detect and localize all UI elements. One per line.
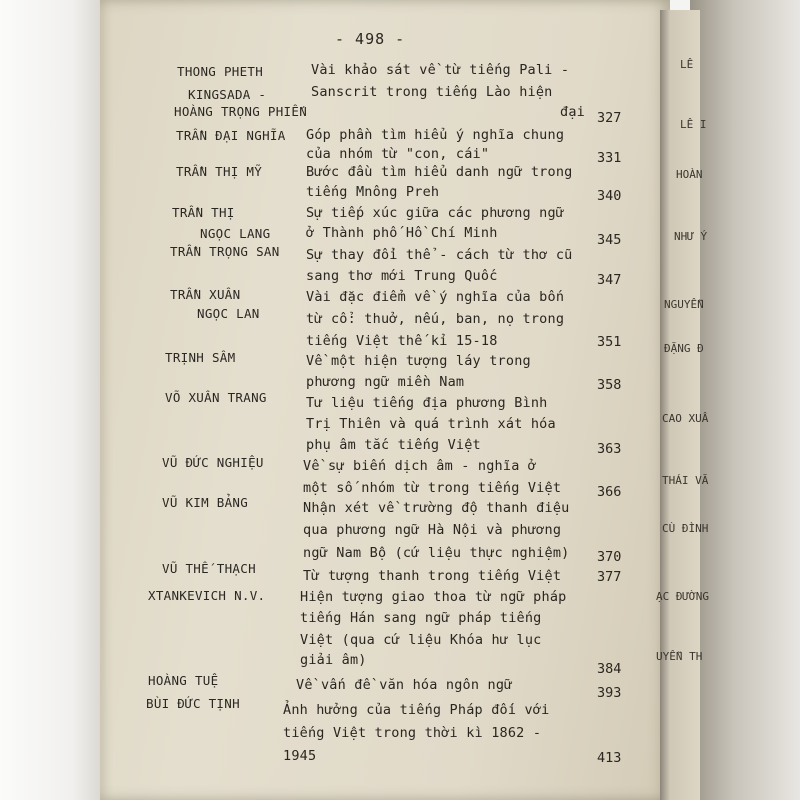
photo-background-right bbox=[690, 0, 800, 800]
entry-author: VÕ XUÂN TRANG bbox=[165, 390, 267, 405]
next-page-edge-text: NHƯ Ý bbox=[674, 230, 708, 243]
entry-author: VŨ KIM BẢNG bbox=[162, 495, 249, 510]
entry-page-number: 370 bbox=[597, 549, 622, 565]
entry-title: tiếng Việt trong thời kì 1862 - bbox=[283, 725, 542, 741]
next-page-edge-text: LÊ bbox=[680, 58, 694, 71]
next-page-edge-text: NGUYỄN bbox=[664, 298, 704, 311]
entry-author: TRẦN TRỌNG SAN bbox=[170, 244, 280, 259]
entry-title: Sự thay đổi thể - cách từ thơ cũ bbox=[306, 247, 573, 263]
entry-title: Tư liệu tiếng địa phương Bình bbox=[306, 395, 548, 411]
entry-page-number: 345 bbox=[597, 232, 622, 248]
entry-page-number: 363 bbox=[597, 441, 622, 457]
entry-title: Hiện tượng giao thoa từ ngữ pháp bbox=[300, 589, 567, 605]
entry-title: sang thơ mới Trung Quốc bbox=[306, 268, 498, 284]
entry-page-number: 340 bbox=[597, 188, 622, 204]
entry-title: Sanscrit trong tiếng Lào hiện bbox=[311, 84, 553, 100]
entry-title: tiếng Mnông Preh bbox=[306, 184, 440, 200]
next-page-edge-text: UYỄN TH bbox=[656, 650, 703, 663]
photo-background-left bbox=[0, 0, 104, 800]
entry-page-number: 331 bbox=[597, 150, 622, 166]
entry-author: TRẦN THỊ bbox=[172, 205, 235, 220]
entry-title: Ảnh hưởng của tiếng Pháp đối với bbox=[283, 702, 550, 718]
entry-page-number: 393 bbox=[597, 685, 622, 701]
entry-title: tiếng Việt thế kỉ 15-18 bbox=[306, 333, 498, 349]
entry-author: HOÀNG TRỌNG PHIẾN bbox=[174, 104, 308, 119]
entry-page-number: 366 bbox=[597, 484, 622, 500]
entry-page-number: 377 bbox=[597, 569, 622, 585]
entry-title: Trị Thiên và quá trình xát hóa bbox=[306, 416, 556, 432]
entry-title: phương ngữ miền Nam bbox=[306, 374, 465, 390]
entry-author: THONG PHETH bbox=[177, 64, 264, 79]
entry-page-number: 358 bbox=[597, 377, 622, 393]
entry-title: một số nhóm từ trong tiếng Việt bbox=[303, 480, 562, 496]
entry-author: TRẦN XUÂN bbox=[170, 287, 241, 302]
entry-title: qua phương ngữ Hà Nội và phương bbox=[303, 522, 562, 538]
entry-author: BÙI ĐỨC TỊNH bbox=[146, 696, 240, 711]
entry-author: VŨ ĐỨC NGHIỆU bbox=[162, 455, 264, 470]
entry-title: giải âm) bbox=[300, 652, 367, 668]
entry-author: HOÀNG TUỆ bbox=[148, 673, 219, 688]
entry-title: Vài đặc điểm về ý nghĩa của bốn bbox=[306, 289, 565, 305]
next-page-edge-text: ĐẶNG Đ bbox=[664, 342, 704, 355]
entry-title: Sự tiếp xúc giữa các phương ngữ bbox=[306, 205, 565, 221]
entry-page-number: 347 bbox=[597, 272, 622, 288]
entry-title: từ cổ: thuở, nếu, ban, nọ trong bbox=[306, 311, 565, 327]
entry-title: Về một hiện tượng láy trong bbox=[306, 353, 531, 369]
entry-title: phụ âm tắc tiếng Việt bbox=[306, 437, 481, 453]
entry-author: NGỌC LAN bbox=[197, 306, 260, 321]
entry-title: ở Thành phố Hồ Chí Minh bbox=[306, 225, 498, 241]
entry-author: XTANKEVICH N.V. bbox=[148, 588, 266, 603]
entry-title: tiếng Hán sang ngữ pháp tiếng bbox=[300, 610, 542, 626]
entry-title: Từ tượng thanh trong tiếng Việt bbox=[303, 568, 562, 584]
page-number: - 498 - bbox=[335, 30, 406, 48]
entry-page-number: 413 bbox=[597, 750, 622, 766]
entry-author: TRỊNH SÂM bbox=[165, 350, 236, 365]
entry-page-number: 384 bbox=[597, 661, 622, 677]
next-page-edge-text: ẠC ĐƯỜNG bbox=[656, 590, 709, 603]
entry-title: của nhóm từ "con, cái" bbox=[306, 146, 490, 162]
entry-author: VŨ THẾ THẠCH bbox=[162, 561, 256, 576]
entry-author: TRẦN THỊ MỸ bbox=[176, 164, 263, 179]
entry-title: Vài khảo sát về từ tiếng Pali - bbox=[311, 62, 570, 78]
entry-author: NGỌC LANG bbox=[200, 226, 271, 241]
entry-title: Về sự biến dịch âm - nghĩa ở bbox=[303, 458, 537, 474]
next-page-edge-text: HOÀN bbox=[676, 168, 703, 181]
next-page-edge-text: LÊ I bbox=[680, 118, 707, 131]
next-page-edge-text: CAO XUÂ bbox=[662, 412, 709, 425]
entry-page-number: 327 bbox=[597, 110, 622, 126]
entry-page-number: 351 bbox=[597, 334, 622, 350]
next-page-edge bbox=[656, 10, 709, 800]
entry-author: TRẦN ĐẠI NGHĨA bbox=[176, 128, 286, 143]
entry-title: Về vấn đề văn hóa ngôn ngữ bbox=[296, 677, 513, 693]
entry-title: Nhận xét về trường độ thanh điệu bbox=[303, 500, 570, 516]
next-page-edge-text: CÙ ĐÌNH bbox=[662, 522, 709, 535]
entry-author: KINGSADA - bbox=[188, 87, 267, 102]
entry-title: Bước đầu tìm hiểu danh ngữ trong bbox=[306, 164, 573, 180]
entry-title: 1945 bbox=[283, 748, 317, 764]
entry-title: Việt (qua cứ liệu Khóa hư lục bbox=[300, 632, 542, 648]
entry-title: đại bbox=[560, 104, 585, 120]
next-page-edge-text: THÁI VĂ bbox=[662, 474, 709, 487]
entry-title: ngữ Nam Bộ (cứ liệu thực nghiệm) bbox=[303, 545, 570, 561]
entry-title: Góp phần tìm hiểu ý nghĩa chung bbox=[306, 127, 565, 143]
